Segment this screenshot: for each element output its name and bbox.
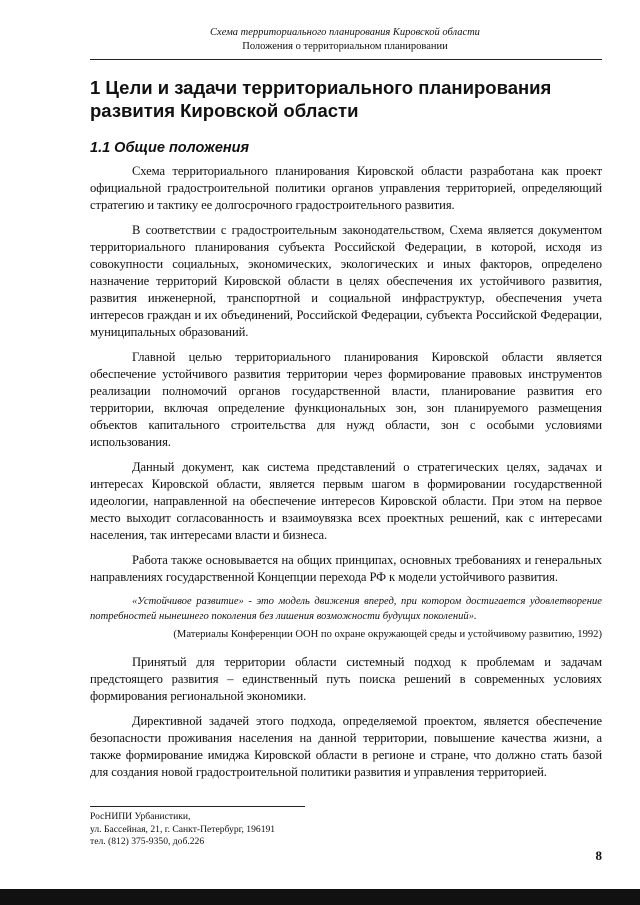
footer-phone: тел. (812) 375-9350, доб.226 [90, 836, 205, 847]
paragraph: Принятый для территории области системный подход к проблемам и задачам предстоящего развития – единственный путь поиска решений в современных условиях формирования региональной экономики. [90, 655, 602, 703]
paragraph: Схема территориального планирования Кировской области разработана как проект официальной градостроительной политики органов управления территорией, определяющий стратегию и тактику ее долгосрочного градостроительного развития. [90, 164, 602, 212]
section-title: 1.1 Общие положения [90, 140, 250, 156]
page-number: 8 [595, 848, 602, 863]
paragraph: Директивной задачей этого подхода, определяемой проектом, является обеспечение безопасности проживания населения на данной территории, повышение качества жизни, а также формирование имиджа Кировской области в регионе и стране, что должно стать базой для создания новой градостроительной политики развития и управления территорией. [90, 714, 602, 779]
paragraph: В соответствии с градостроительным законодательством, Схема является документом территориального планирования субъекта Российской Федерации, в которой, исходя из совокупности социальных, экономических, экологических и иных факторов, определено назначение территорий Кировской области в целях обеспечения их устойчивого развития, развития инженерной, транспортной и социальной инфраструктур, обеспечения учета интересов граждан и их объединений, Российской Федерации, субъекта Российской Федерации, муниципальных образований. [90, 223, 602, 339]
paragraph: Данный документ, как система представлений о стратегических целях, задачах и интересах Кировской области, является первым шагом в формировании государственной идеологии, направленной на обеспечение интересов Кировской области. При этом на первое место выходит согласованность и взаимоувязка всех проектных решений, как с интересами населения, так интересами власти и бизнеса. [90, 460, 602, 542]
body-text [90, 163, 602, 789]
chapter-title: 1 Цели и задачи территориального планирования развития Кировской области [90, 77, 552, 121]
footer-contact [90, 811, 275, 849]
header-divider [90, 59, 602, 60]
epigraph-quote: «Устойчивое развитие» - это модель движения вперед, при котором достигается удовлетворение потребностей нынешнего поколения без лишения возможности будущих поколений». [90, 596, 602, 622]
footer-divider [90, 806, 305, 807]
footer-address: ул. Бассейная, 21, г. Санкт-Петербург, 196191 [90, 823, 276, 835]
running-header [90, 26, 600, 54]
footer-organization: РосНИПИ Урбанистики, [90, 811, 191, 822]
header-document-title: Схема территориального планирования Кировской области [210, 27, 480, 38]
header-document-part: Положения о территориальном планировании [242, 41, 448, 52]
scan-edge-bar [0, 889, 640, 905]
paragraph: Работа также основывается на общих принципах, основных требованиях и генеральных направлениях государственной Концепции перехода РФ к модели устойчивого развития. [90, 553, 602, 584]
paragraph: Главной целью территориального планирования Кировской области является обеспечение устойчивого развития территории через формирование правовых инструментов реализации полномочий органов государственной власти, планирование развития его территории, включая определение функциональных зон, зон планируемого размещения объектов капитального строительства для нужд области, зон с особыми условиями использования. [90, 350, 602, 449]
quote-source: (Материалы Конференции ООН по охране окружающей среды и устойчивому развитию, 1992) [173, 629, 602, 640]
